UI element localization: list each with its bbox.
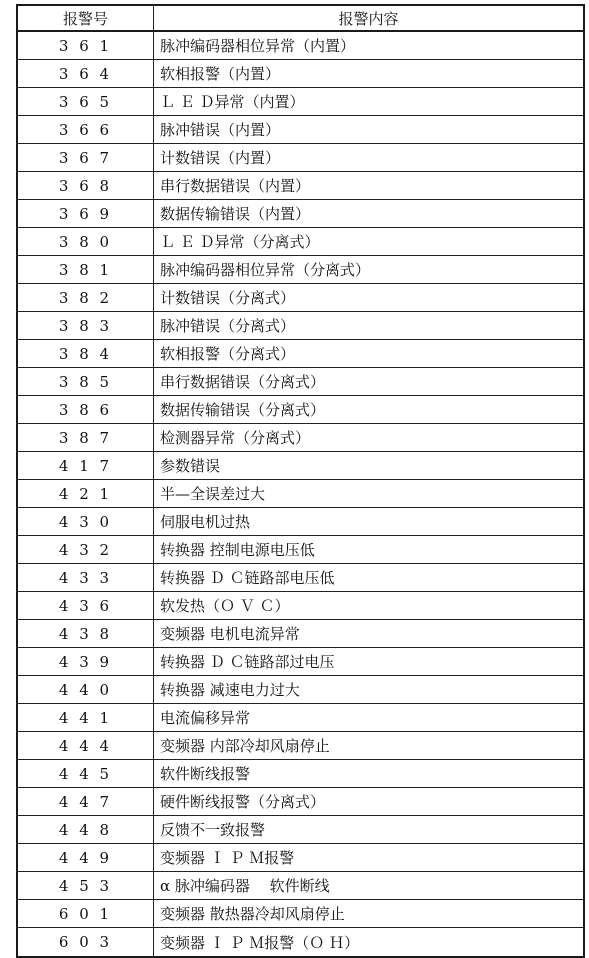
alarm-number: 4 3 0 — [18, 508, 154, 535]
alarm-content: 脉冲编码器相位异常（分离式） — [160, 261, 371, 279]
table-row — [18, 480, 583, 508]
table-row — [18, 872, 583, 900]
alarm-content: 电流偏移异常 — [160, 709, 251, 727]
table-row — [18, 368, 583, 396]
table-row — [18, 32, 583, 60]
alarm-content: 检测器异常（分离式） — [160, 429, 311, 447]
alarm-content: 脉冲编码器相位异常（内置） — [160, 37, 356, 55]
table-row — [18, 256, 583, 284]
table-row — [18, 900, 583, 928]
alarm-number: 4 4 5 — [18, 760, 154, 787]
alarm-number: 4 4 1 — [18, 704, 154, 731]
table-body — [18, 32, 583, 956]
table-row — [18, 88, 583, 116]
alarm-number: 3 8 2 — [18, 284, 154, 311]
alarm-content: 参数错误 — [160, 457, 221, 475]
table-row — [18, 452, 583, 480]
alarm-number: 4 3 8 — [18, 620, 154, 647]
table-header-row — [18, 6, 583, 32]
alarm-content: Ｌ Ｅ Ｄ异常（内置） — [160, 93, 305, 111]
alarm-content: 脉冲错误（内置） — [160, 121, 281, 139]
alarm-content: 变频器 电机电流异常 — [160, 625, 300, 643]
alarm-number: 3 6 1 — [18, 32, 154, 59]
table-row — [18, 788, 583, 816]
table-row — [18, 116, 583, 144]
table-row — [18, 592, 583, 620]
alarm-number: 4 4 9 — [18, 844, 154, 871]
table-row — [18, 620, 583, 648]
alarm-number: 3 6 4 — [18, 60, 154, 87]
alarm-content: α 脉冲编码器 软件断线 — [160, 877, 330, 895]
alarm-number: 4 4 7 — [18, 788, 154, 815]
alarm-number: 3 6 8 — [18, 172, 154, 199]
table-row — [18, 172, 583, 200]
table-row — [18, 424, 583, 452]
alarm-number: 4 4 4 — [18, 732, 154, 759]
alarm-number: 3 8 3 — [18, 312, 154, 339]
table-row — [18, 228, 583, 256]
header-alarm-number: 报警号 — [18, 6, 154, 30]
table-row — [18, 312, 583, 340]
table-row — [18, 200, 583, 228]
alarm-content: 串行数据错误（内置） — [160, 177, 311, 195]
header-alarm-content: 报警内容 — [338, 9, 399, 28]
table-row — [18, 144, 583, 172]
alarm-content: 脉冲错误（分离式） — [160, 317, 296, 335]
alarm-number: 3 8 5 — [18, 368, 154, 395]
alarm-number: 4 3 3 — [18, 564, 154, 591]
alarm-number: 3 8 0 — [18, 228, 154, 255]
alarm-content: 反馈不一致报警 — [160, 821, 266, 839]
alarm-number: 4 3 6 — [18, 592, 154, 619]
alarm-content: 转换器 控制电源电压低 — [160, 541, 315, 559]
alarm-number: 4 3 2 — [18, 536, 154, 563]
alarm-content: 变频器 散热器冷却风扇停止 — [160, 905, 345, 923]
alarm-content: 硬件断线报警（分离式） — [160, 793, 326, 811]
alarm-content: 数据传输错误（分离式） — [160, 401, 326, 419]
alarm-content: 串行数据错误（分离式） — [160, 373, 326, 391]
alarm-number: 4 3 9 — [18, 648, 154, 675]
alarm-number: 3 6 6 — [18, 116, 154, 143]
alarm-content: 变频器 内部冷却风扇停止 — [160, 737, 330, 755]
table-row — [18, 564, 583, 592]
alarm-content: 计数错误（内置） — [160, 149, 281, 167]
alarm-number: 3 6 9 — [18, 200, 154, 227]
alarm-number: 3 8 4 — [18, 340, 154, 367]
table-row — [18, 396, 583, 424]
alarm-content: 转换器 Ｄ Ｃ链路部电压低 — [160, 569, 335, 587]
alarm-content: 数据传输错误（内置） — [160, 205, 311, 223]
table-row — [18, 676, 583, 704]
alarm-number: 4 5 3 — [18, 872, 154, 899]
alarm-content: 变频器 Ｉ Ｐ Ｍ报警（Ｏ Ｈ） — [160, 933, 360, 952]
alarm-content: 伺服电机过热 — [160, 513, 251, 531]
alarm-number: 4 4 8 — [18, 816, 154, 843]
table-row — [18, 844, 583, 872]
alarm-content: 转换器 减速电力过大 — [160, 681, 300, 699]
alarm-number: 3 6 5 — [18, 88, 154, 115]
table-row — [18, 704, 583, 732]
table-row — [18, 732, 583, 760]
table-row — [18, 284, 583, 312]
table-row — [18, 928, 583, 956]
alarm-number: 3 8 7 — [18, 424, 154, 451]
alarm-number: 3 6 7 — [18, 144, 154, 171]
alarm-number: 3 8 1 — [18, 256, 154, 283]
alarm-content: 软相报警（内置） — [160, 65, 281, 83]
alarm-content: 软相报警（分离式） — [160, 345, 296, 363]
table-row — [18, 760, 583, 788]
table-row — [18, 340, 583, 368]
alarm-number: 4 4 0 — [18, 676, 154, 703]
alarm-content: 转换器 Ｄ Ｃ链路部过电压 — [160, 653, 335, 671]
alarm-number: 6 0 3 — [18, 928, 154, 956]
alarm-number: 3 8 6 — [18, 396, 154, 423]
alarm-content: Ｌ Ｅ Ｄ异常（分离式） — [160, 233, 320, 251]
alarm-content: 计数错误（分离式） — [160, 289, 296, 307]
alarm-number: 6 0 1 — [18, 900, 154, 927]
table-row — [18, 536, 583, 564]
alarm-content: 变频器 Ｉ Ｐ Ｍ报警 — [160, 849, 295, 867]
alarm-number: 4 1 7 — [18, 452, 154, 479]
alarm-content: 软件断线报警 — [160, 765, 251, 783]
alarm-number: 4 2 1 — [18, 480, 154, 507]
table-row — [18, 648, 583, 676]
table-row — [18, 816, 583, 844]
table-row — [18, 508, 583, 536]
table-row — [18, 60, 583, 88]
alarm-content: 软发热（Ｏ Ｖ Ｃ） — [160, 597, 290, 615]
alarm-content: 半—全误差过大 — [160, 485, 266, 503]
alarm-table — [16, 4, 585, 958]
